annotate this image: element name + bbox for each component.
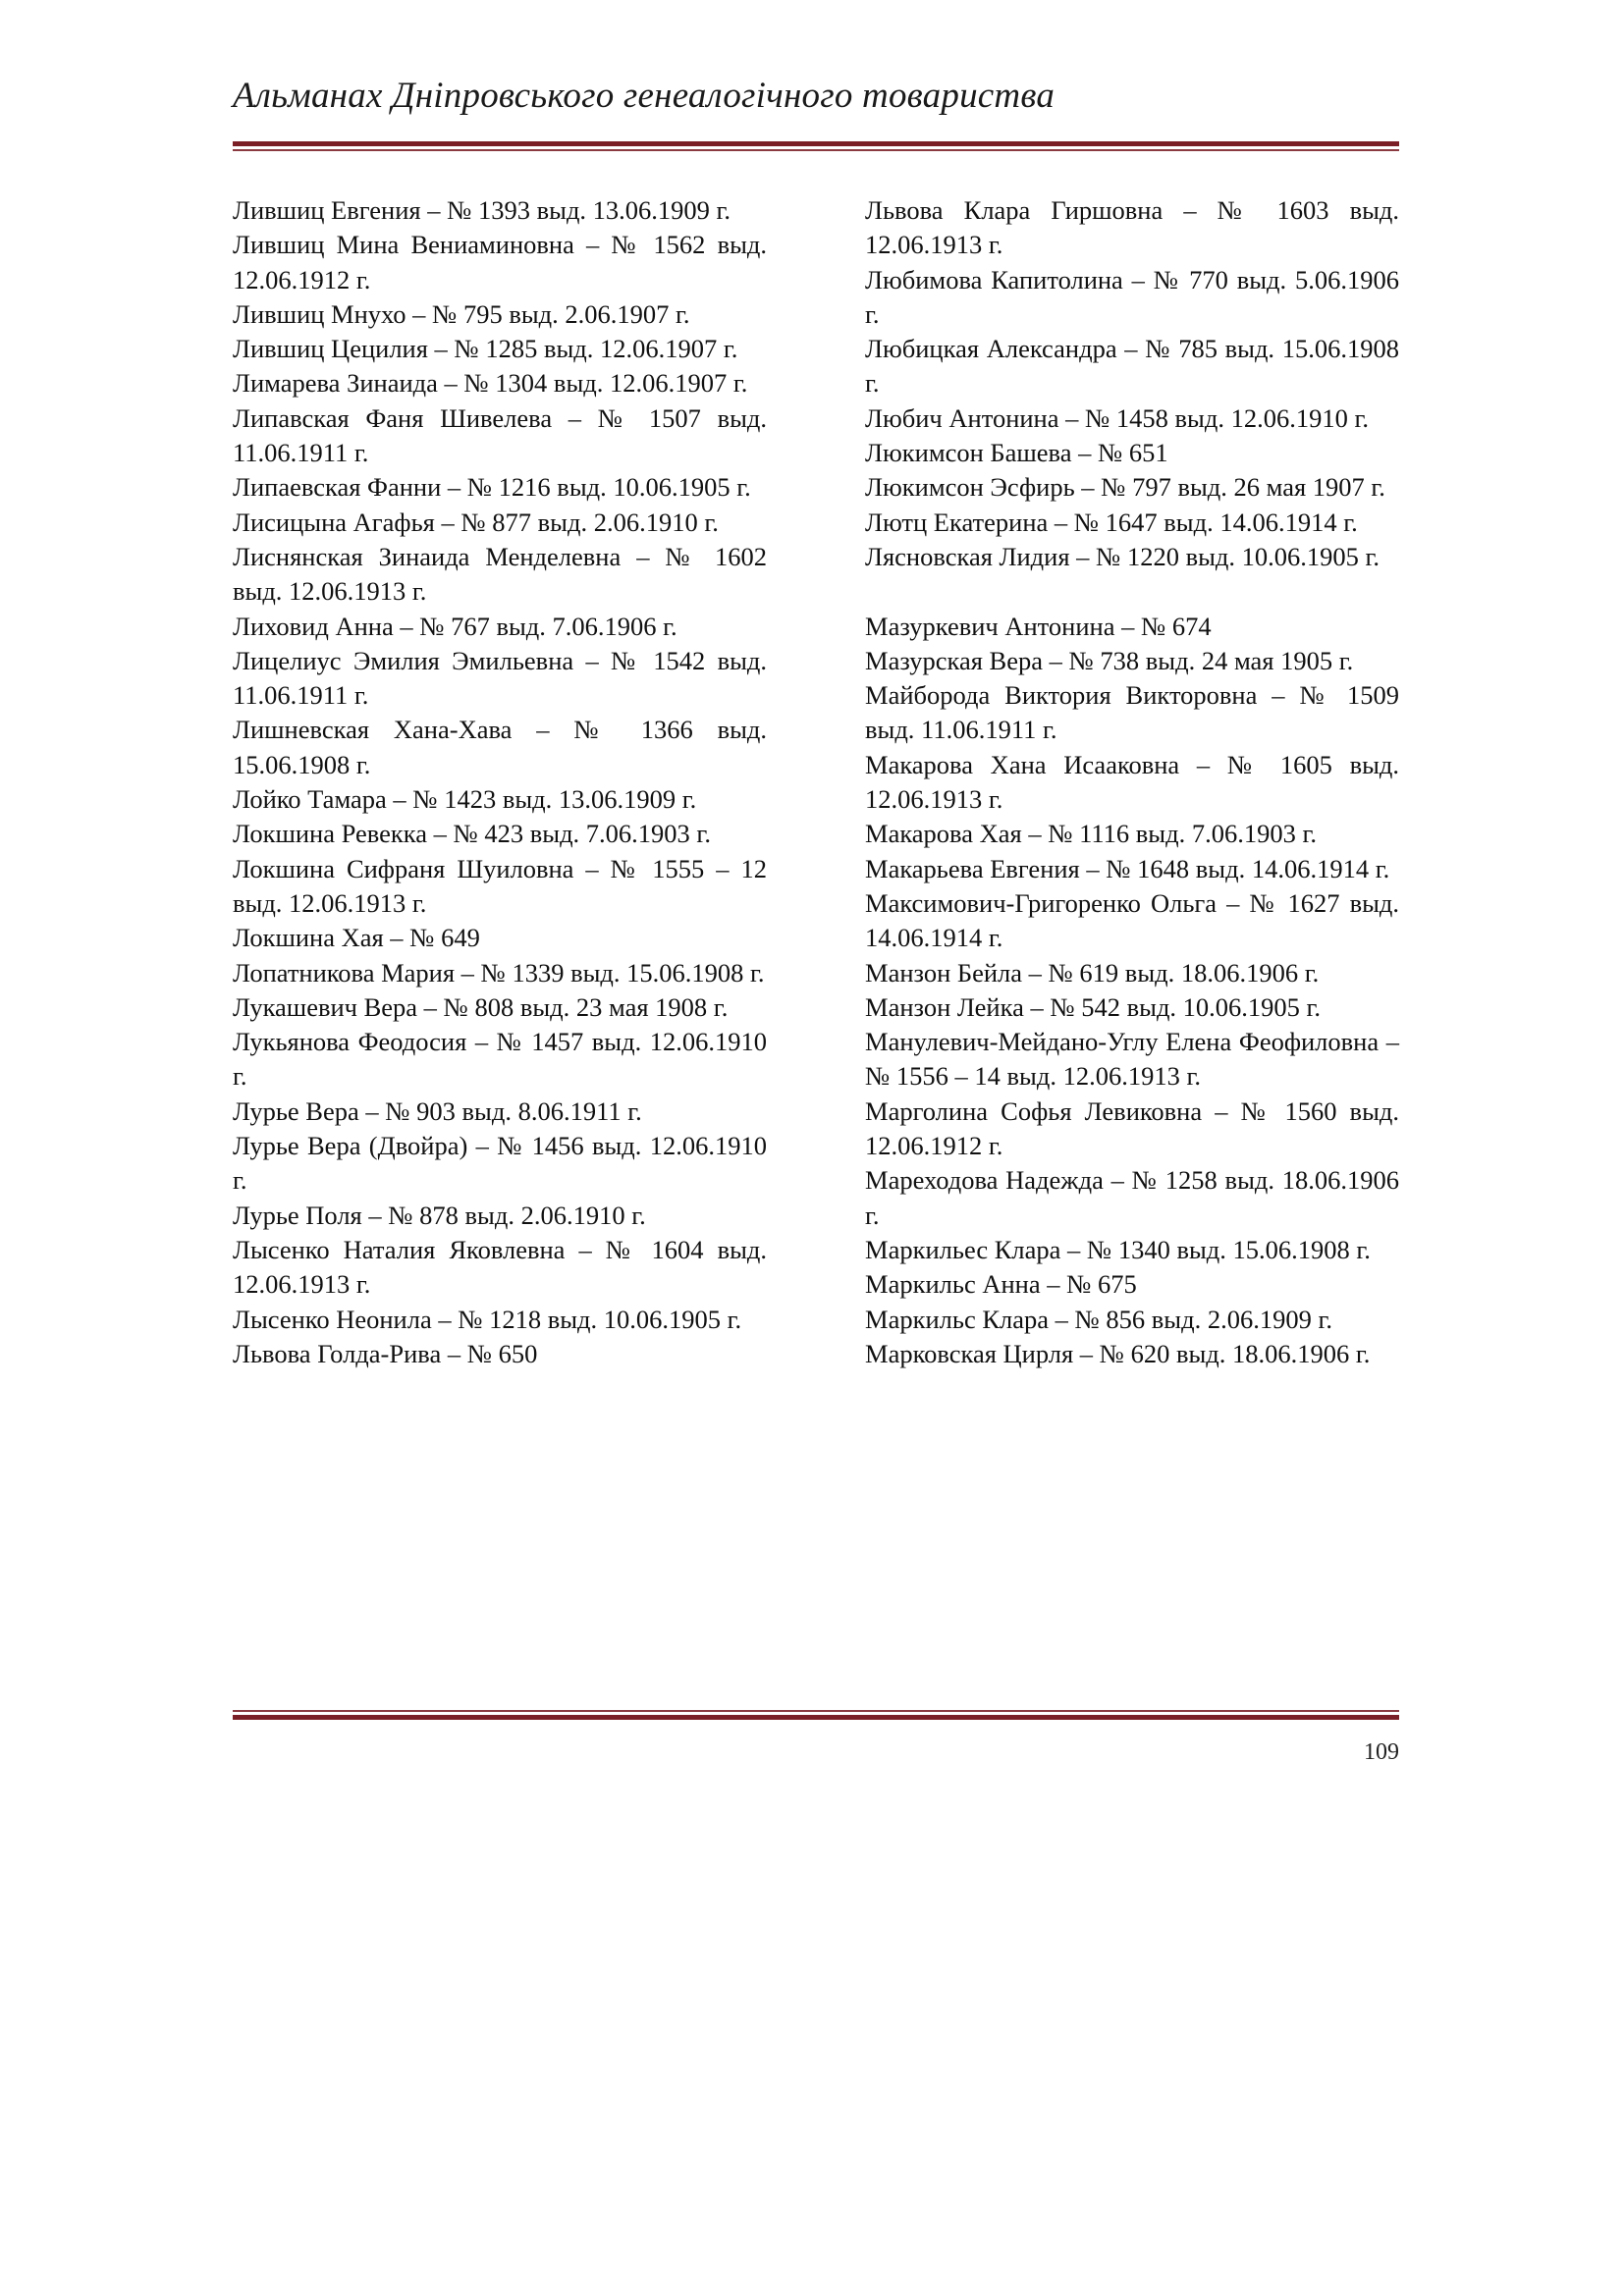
footer-rule-thick (233, 1715, 1399, 1720)
list-item: Марковская Цирля – № 620 выд. 18.06.1906 г. (865, 1338, 1371, 1368)
list-item: Лойко Тамара – № 1423 выд. 13.06.1909 г. (233, 784, 697, 815)
list-item: Манулевич-Мейдано-Углу Елена Феофиловна – № 1556 – 14 выд. 12.06.1913 г. (865, 1027, 1399, 1092)
list-item: Лишневская Хана-Хава – № 1366 выд. 15.06.1908 г. (233, 715, 767, 779)
list-item: Лившиц Цецилия – № 1285 выд. 12.06.1907 г. (233, 334, 738, 364)
footer-rule-thin (233, 1710, 1399, 1712)
right-column (865, 193, 1399, 1371)
list-item: Лукьянова Феодосия – № 1457 выд. 12.06.1910 г. (233, 1027, 767, 1092)
list-item: Львова Клара Гиршовна – № 1603 выд. 12.06.1913 г. (865, 195, 1399, 260)
list-item: Липаевская Фанни – № 1216 выд. 10.06.1905 г. (233, 472, 751, 503)
list-item: Люкимсон Эсфирь – № 797 выд. 26 мая 1907 г. (865, 472, 1385, 503)
list-item: Лясновская Лидия – № 1220 выд. 10.06.1905 г. (865, 541, 1380, 571)
list-item: Лурье Поля – № 878 выд. 2.06.1910 г. (233, 1200, 646, 1230)
list-item: Лопатникова Мария – № 1339 выд. 15.06.1908 г. (233, 957, 765, 988)
page-number: 109 (1364, 1739, 1399, 1765)
list-item: Лисицына Агафья – № 877 выд. 2.06.1910 г. (233, 507, 719, 537)
running-header-title: Альманах Дніпровського генеалогічного товариства (233, 76, 1056, 116)
left-column (233, 193, 767, 1371)
list-item: Люкимсон Башева – № 651 (865, 438, 1168, 468)
list-item: Майборода Виктория Викторовна – № 1509 выд. 11.06.1911 г. (865, 680, 1399, 745)
list-item: Макарова Хана Исааковна – № 1605 выд. 12.06.1913 г. (865, 749, 1399, 815)
list-item: Любич Антонина – № 1458 выд. 12.06.1910 г. (865, 402, 1369, 433)
list-item: Манзон Лейка – № 542 выд. 10.06.1905 г. (865, 991, 1322, 1022)
list-item: Максимович-Григоренко Ольга – № 1627 выд. 14.06.1914 г. (865, 887, 1399, 953)
list-item: Лысенко Неонила – № 1218 выд. 10.06.1905 г. (233, 1304, 742, 1334)
list-item: Лурье Вера – № 903 выд. 8.06.1911 г. (233, 1095, 642, 1126)
header-rule-thick (233, 141, 1399, 146)
list-item: Макарьева Евгения – № 1648 выд. 14.06.1914 г. (865, 853, 1390, 883)
list-item: Лысенко Наталия Яковлевна – № 1604 выд. 12.06.1913 г. (233, 1234, 767, 1300)
list-item: Львова Голда-Рива – № 650 (233, 1338, 538, 1368)
list-item: Мареходова Надежда – № 1258 выд. 18.06.1906 г. (865, 1165, 1399, 1230)
list-item: Локшина Хая – № 649 (233, 923, 480, 953)
list-item: Лурье Вера (Двойра) – № 1456 выд. 12.06.1910 г. (233, 1131, 767, 1196)
list-item: Локшина Ревекка – № 423 выд. 7.06.1903 г. (233, 819, 711, 849)
list-item: Локшина Сифраня Шуиловна – № 1555 – 12 выд. 12.06.1913 г. (233, 853, 767, 918)
list-item: Лившиц Мина Вениаминовна – № 1562 выд. 12.06.1912 г. (233, 230, 767, 294)
list-item: Макарова Хая – № 1116 выд. 7.06.1903 г. (865, 819, 1317, 849)
list-item: Маркильс Клара – № 856 выд. 2.06.1909 г. (865, 1304, 1332, 1334)
footer-rule (233, 1710, 1399, 1720)
list-item: Лиснянская Зинаида Менделевна – № 1602 выд. 12.06.1913 г. (233, 541, 767, 607)
list-item: Маркильес Клара – № 1340 выд. 15.06.1908 г. (865, 1234, 1371, 1264)
list-item: Маркильс Анна – № 675 (865, 1269, 1137, 1300)
header-rule (233, 141, 1399, 151)
header-rule-thin (233, 149, 1399, 151)
list-item: Лившиц Евгения – № 1393 выд. 13.06.1909 г. (233, 195, 731, 225)
list-item: Лютц Екатерина – № 1647 выд. 14.06.1914 г. (865, 507, 1358, 537)
list-item: Лукашевич Вера – № 808 выд. 23 мая 1908 г. (233, 991, 729, 1022)
list-item: Липавская Фаня Шивелева – № 1507 выд. 11.06.1911 г. (233, 402, 767, 468)
list-item: Лимарева Зинаида – № 1304 выд. 12.06.1907 г. (233, 368, 748, 399)
list-item: Любимова Капитолина – № 770 выд. 5.06.1906 г. (865, 264, 1399, 329)
list-item: Манзон Бейла – № 619 выд. 18.06.1906 г. (865, 957, 1320, 988)
list-item: Любицкая Александра – № 785 выд. 15.06.1908 г. (865, 334, 1399, 399)
list-item: Марголина Софья Левиковна – № 1560 выд. 12.06.1912 г. (865, 1095, 1399, 1161)
list-item: Мазурская Вера – № 738 выд. 24 мая 1905 г. (865, 645, 1354, 675)
list-item: Лившиц Мнухо – № 795 выд. 2.06.1907 г. (233, 298, 690, 329)
list-item: Лицелиус Эмилия Эмильевна – № 1542 выд. 11.06.1911 г. (233, 645, 767, 711)
list-item: Мазуркевич Антонина – № 674 (865, 611, 1212, 641)
list-item: Лиховид Анна – № 767 выд. 7.06.1906 г. (233, 611, 677, 641)
